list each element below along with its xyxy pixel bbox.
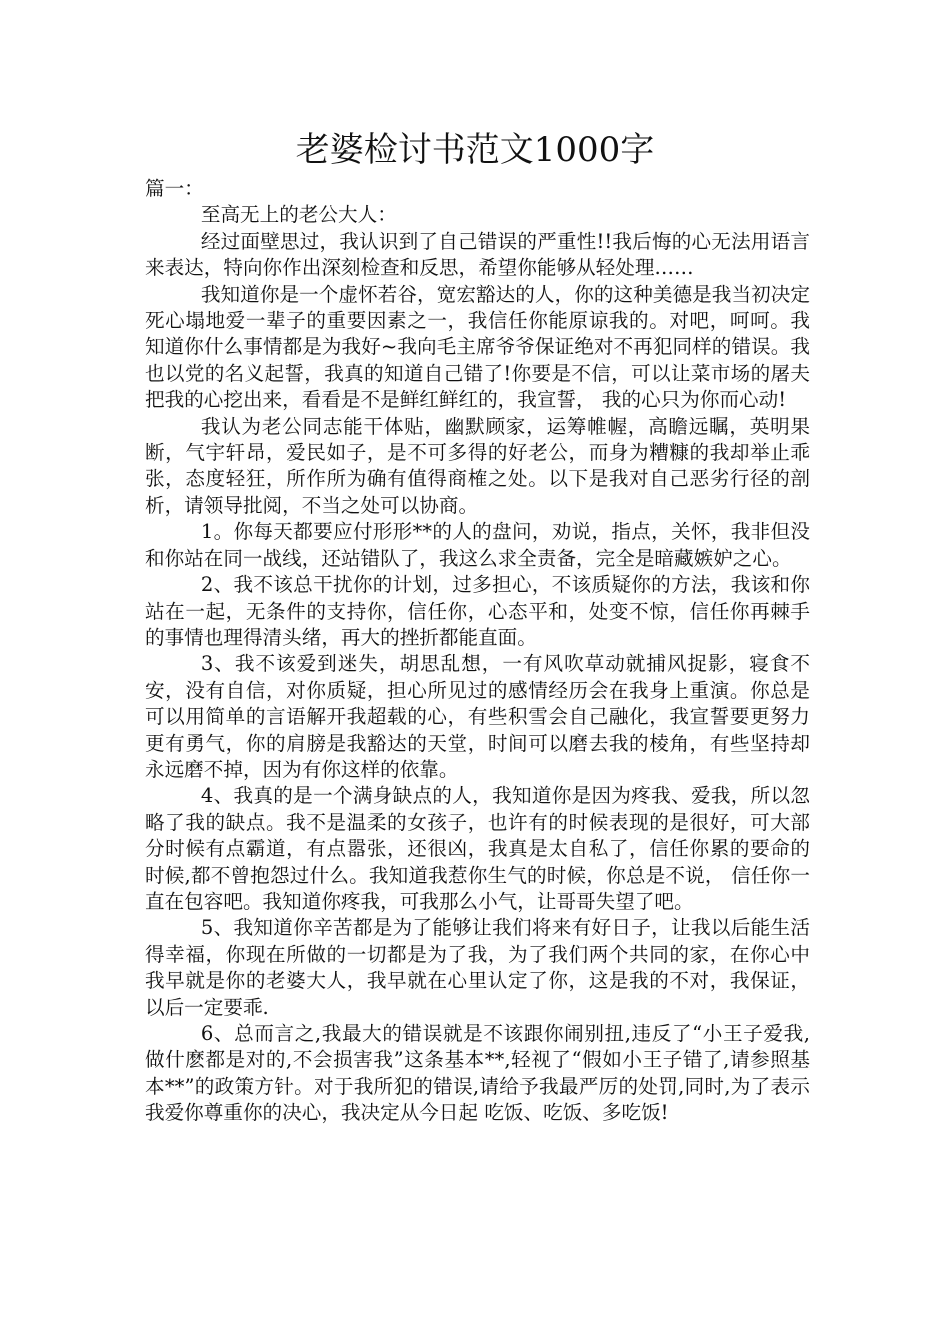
paragraph-item-3: 3、我不该爱到迷失，胡思乱想，一有风吹草动就捕风捉影，寝食不安，没有自信，对你质疑，担心所见过的感情经历会在我身上重演。你总是可以用简单的言语解开我超载的心，有些积雪会自己融化，我宣誓要更努力更有勇气，你的肩膀是我豁达的天堂，时间可以磨去我的棱角，有些坚持却永远磨不掉，因为有你这样的依靠。 [145,652,810,781]
paragraph-item-6: 6、总而言之,我最大的错误就是不该跟你闹别扭,违反了“小王子爱我,做什麽都是对的,不会损害我”这条基本**,轻视了“假如小王子错了,请参照基本**”的政策方针。对于我所犯的错误,请给予我最严厉的处罚,同时,为了表示我爱你尊重你的决心，我决定从今日起 吃饭、吃饭、多吃饭! [145,1022,810,1125]
salutation: 至高无上的老公大人： [200,203,397,227]
paragraph-item-1: 1。你每天都要应付形形**的人的盘问，劝说，指点，关怀，我非但没和你站在同一战线，还站错队了，我这么求全责备，完全是暗藏嫉妒之心。 [145,520,810,570]
section-label: 篇一： [145,177,204,200]
paragraph-item-5: 5、我知道你辛苦都是为了能够让我们将来有好日子，让我以后能生活得幸福，你现在所做的一切都是为了我，为了我们两个共同的家，在你心中我早就是你的老婆大人，我早就在心里认定了你，这是我的不对，我保证，以后一定要乖. [145,916,810,1019]
paragraph-praise: 我认为老公同志能干体贴，幽默顾家，运筹帷幄，高瞻远瞩，英明果断，气宇轩昂，爱民如子，是不可多得的好老公，而身为糟糠的我却举止乖张，态度轻狂，所作所为确有值得商榷之处。以下是我对自己恶劣行径的剖析，请领导批阅，不当之处可以协商。 [145,414,810,517]
paragraph-understanding: 我知道你是一个虚怀若谷，宽宏豁达的人，你的这种美德是我当初决定死心塌地爱一辈子的重要因素之一，我信任你能原谅我的。对吧，呵呵。我知道你什么事情都是为我好~我向毛主席爷爷保证绝对不再犯同样的错误。我也以党的名义起誓，我真的知道自己错了!你要是不信，可以让菜市场的屠夫把我的心挖出来，看看是不是鲜红鲜红的，我宣誓， 我的心只为你而心动! [145,282,810,412]
paragraph-item-4: 4、我真的是一个满身缺点的人，我知道你是因为疼我、爱我，所以忽略了我的缺点。我不是温柔的女孩子，也许有的时候表现的是很好，可大部分时候有点霸道，有点嚣张，还很凶，我真是太自私了，信任你累的要命的时候,都不曾抱怨过什么。我知道我惹你生气的时候，你总是不说， 信任你一直在包容吧。我知道你疼我，可我那么小气，让哥哥失望了吧。 [145,784,810,913]
paragraph-item-2: 2、我不该总干扰你的计划，过多担心，不该质疑你的方法，我该和你站在一起，无条件的支持你，信任你，心态平和，处变不惊，信任你再棘手的事情也理得清头绪，再大的挫折都能直面。 [145,573,810,649]
document-title: 老婆检讨书范文1000字 [295,130,655,170]
document-body [145,176,810,1127]
paragraph-intro: 经过面壁思过，我认识到了自己错误的严重性!!我后悔的心无法用语言来表达，特向你作出深刻检查和反思，希望你能够从轻处理…… [145,229,810,280]
